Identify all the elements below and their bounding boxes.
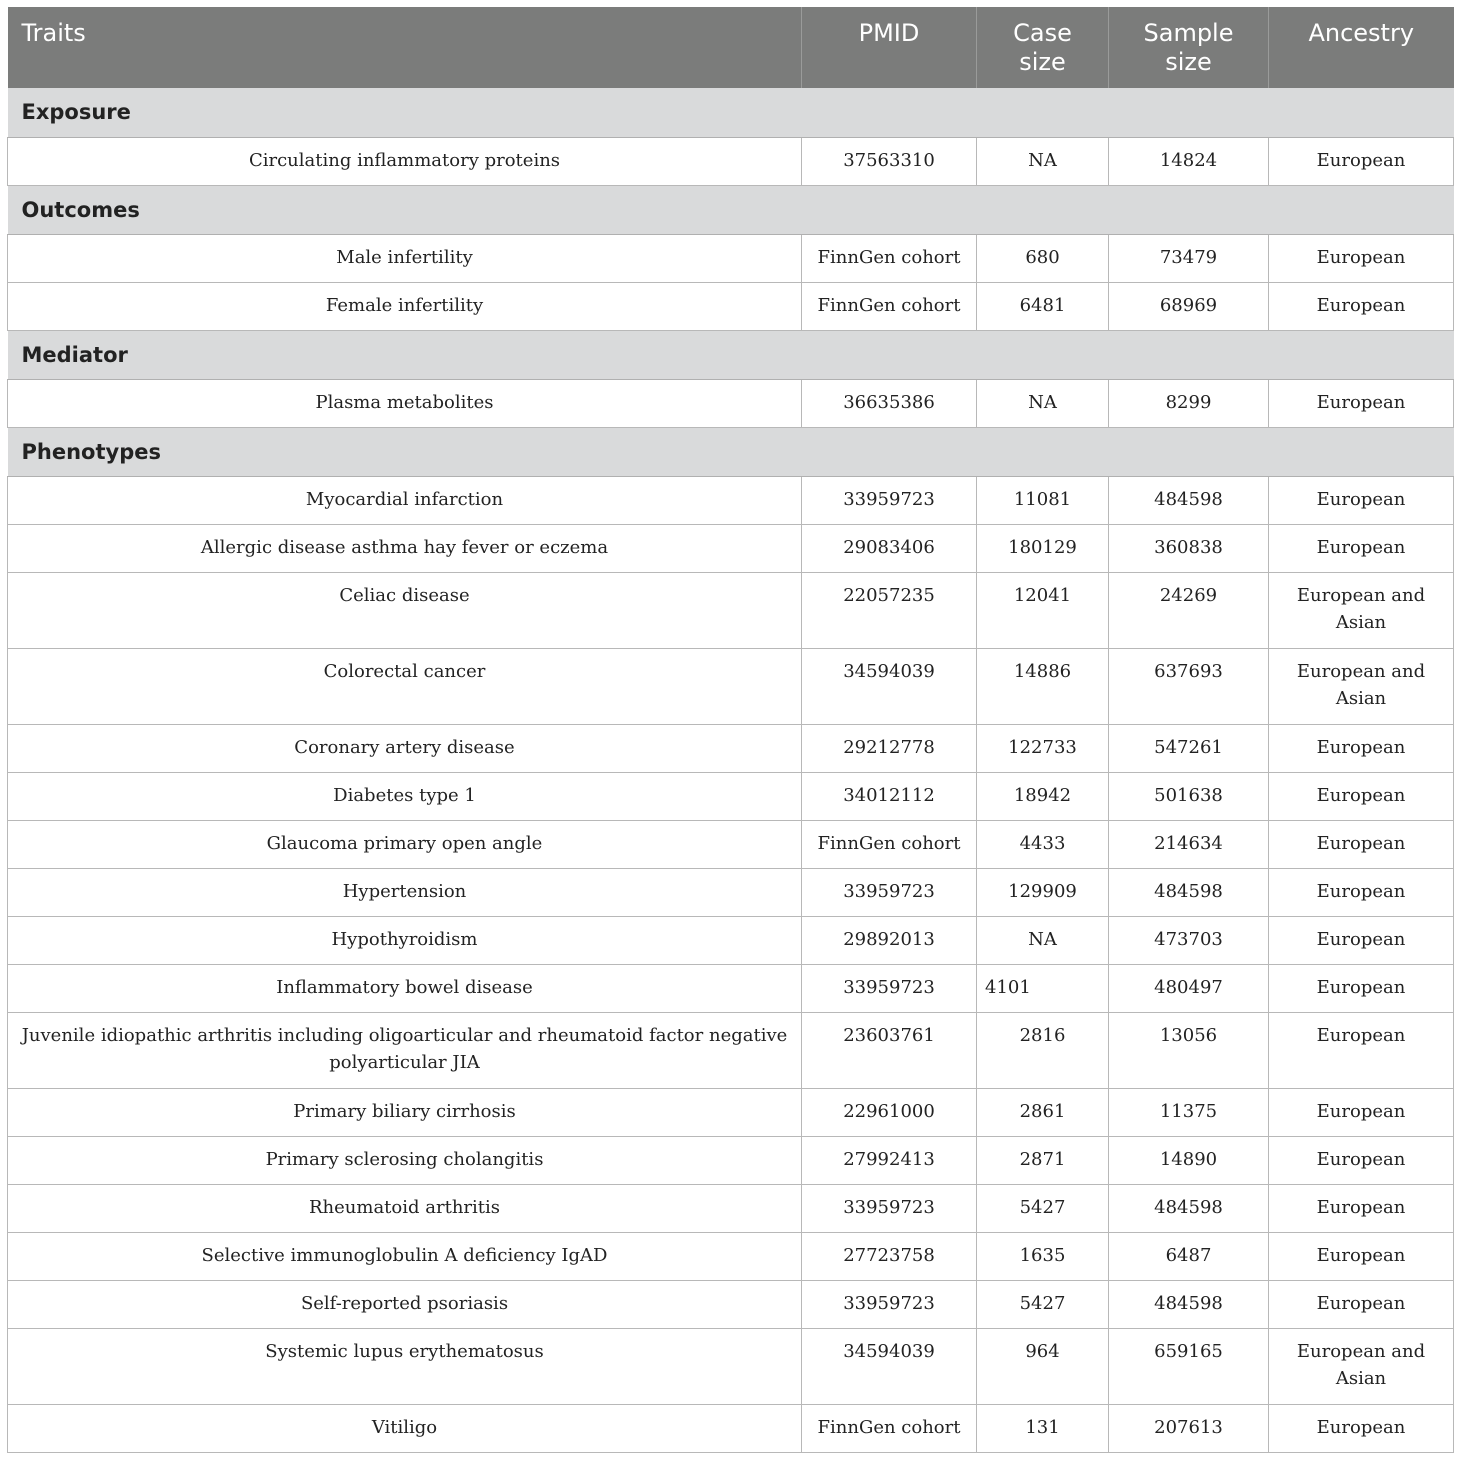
cell-sample-size: 207613	[1109, 1404, 1269, 1452]
cell-pmid: 29083406	[802, 524, 977, 572]
cell-trait: Primary biliary cirrhosis	[8, 1088, 802, 1136]
cell-ancestry: European	[1269, 1136, 1454, 1184]
cell-trait: Selective immunoglobulin A deficiency IgAD	[8, 1232, 802, 1280]
cell-trait: Systemic lupus erythematosus	[8, 1328, 802, 1404]
cell-ancestry: European	[1269, 476, 1454, 524]
cell-sample-size: 8299	[1109, 379, 1269, 427]
cell-trait: Inflammatory bowel disease	[8, 964, 802, 1012]
table-row	[8, 1232, 1454, 1280]
cell-pmid: 34594039	[802, 1328, 977, 1404]
table-row	[8, 1136, 1454, 1184]
cell-sample-size: 360838	[1109, 524, 1269, 572]
cell-case-size: 5427	[977, 1280, 1109, 1328]
table-row	[8, 234, 1454, 282]
table-row	[8, 772, 1454, 820]
cell-pmid: 33959723	[802, 1280, 977, 1328]
cell-case-size: 1635	[977, 1232, 1109, 1280]
cell-pmid: 33959723	[802, 1184, 977, 1232]
cell-ancestry: European	[1269, 1280, 1454, 1328]
cell-ancestry: European	[1269, 137, 1454, 185]
header-row	[8, 7, 1454, 88]
section-row	[8, 330, 1454, 379]
cell-sample-size: 24269	[1109, 572, 1269, 648]
cell-case-size: 2861	[977, 1088, 1109, 1136]
table-row	[8, 964, 1454, 1012]
cell-trait: Celiac disease	[8, 572, 802, 648]
col-header-sample-size: Sample size	[1109, 7, 1269, 88]
table-row	[8, 572, 1454, 648]
cell-sample-size: 659165	[1109, 1328, 1269, 1404]
cell-sample-size: 68969	[1109, 282, 1269, 330]
table-row	[8, 1328, 1454, 1404]
cell-ancestry: European	[1269, 1404, 1454, 1452]
cell-ancestry: European	[1269, 524, 1454, 572]
cell-pmid: FinnGen cohort	[802, 282, 977, 330]
cell-pmid: 36635386	[802, 379, 977, 427]
cell-sample-size: 14824	[1109, 137, 1269, 185]
cell-trait: Primary sclerosing cholangitis	[8, 1136, 802, 1184]
col-header-ancestry: Ancestry	[1269, 7, 1454, 88]
cell-ancestry: European	[1269, 234, 1454, 282]
cell-trait: Coronary artery disease	[8, 724, 802, 772]
cell-case-size: 18942	[977, 772, 1109, 820]
cell-pmid: 22057235	[802, 572, 977, 648]
cell-pmid: 27723758	[802, 1232, 977, 1280]
table-row	[8, 1012, 1454, 1088]
cell-pmid: 29212778	[802, 724, 977, 772]
cell-case-size: 2871	[977, 1136, 1109, 1184]
table-body	[8, 88, 1454, 1452]
section-row	[8, 88, 1454, 137]
cell-sample-size: 484598	[1109, 476, 1269, 524]
cell-pmid: FinnGen cohort	[802, 820, 977, 868]
cell-ancestry: European	[1269, 868, 1454, 916]
cell-ancestry: European	[1269, 379, 1454, 427]
traits-table	[7, 7, 1454, 1453]
table-header	[8, 7, 1454, 88]
cell-trait: Juvenile idiopathic arthritis including oligoarticular and rheumatoid factor negative polyarticular JIA	[8, 1012, 802, 1088]
section-row	[8, 427, 1454, 476]
cell-trait: Hypothyroidism	[8, 916, 802, 964]
cell-case-size: 129909	[977, 868, 1109, 916]
col-header-traits: Traits	[8, 7, 802, 88]
cell-trait: Myocardial infarction	[8, 476, 802, 524]
cell-ancestry: European	[1269, 1232, 1454, 1280]
cell-sample-size: 547261	[1109, 724, 1269, 772]
cell-pmid: 34012112	[802, 772, 977, 820]
cell-case-size: 11081	[977, 476, 1109, 524]
table-row	[8, 648, 1454, 724]
table-row	[8, 476, 1454, 524]
cell-sample-size: 13056	[1109, 1012, 1269, 1088]
cell-ancestry: European	[1269, 772, 1454, 820]
cell-ancestry: European	[1269, 916, 1454, 964]
cell-pmid: 33959723	[802, 476, 977, 524]
cell-case-size: 5427	[977, 1184, 1109, 1232]
cell-case-size: 180129	[977, 524, 1109, 572]
cell-sample-size: 484598	[1109, 1280, 1269, 1328]
cell-case-size: 6481	[977, 282, 1109, 330]
cell-ancestry: European	[1269, 1012, 1454, 1088]
table-row	[8, 1088, 1454, 1136]
cell-sample-size: 214634	[1109, 820, 1269, 868]
cell-sample-size: 473703	[1109, 916, 1269, 964]
cell-trait: Diabetes type 1	[8, 772, 802, 820]
cell-case-size: 14886	[977, 648, 1109, 724]
section-title: Exposure	[8, 88, 1454, 137]
cell-ancestry: European	[1269, 1184, 1454, 1232]
cell-sample-size: 637693	[1109, 648, 1269, 724]
cell-pmid: 29892013	[802, 916, 977, 964]
cell-sample-size: 6487	[1109, 1232, 1269, 1280]
cell-case-size: 680	[977, 234, 1109, 282]
cell-case-size: 4433	[977, 820, 1109, 868]
section-title: Mediator	[8, 330, 1454, 379]
section-title: Outcomes	[8, 185, 1454, 234]
cell-pmid: 34594039	[802, 648, 977, 724]
cell-pmid: 23603761	[802, 1012, 977, 1088]
table-row	[8, 868, 1454, 916]
cell-ancestry: European	[1269, 282, 1454, 330]
cell-trait: Self-reported psoriasis	[8, 1280, 802, 1328]
cell-pmid: FinnGen cohort	[802, 234, 977, 282]
table-row	[8, 820, 1454, 868]
cell-ancestry: European and Asian	[1269, 1328, 1454, 1404]
cell-pmid: 33959723	[802, 964, 977, 1012]
cell-case-size: 12041	[977, 572, 1109, 648]
cell-pmid: 27992413	[802, 1136, 977, 1184]
cell-pmid: 33959723	[802, 868, 977, 916]
col-header-case-size: Case size	[977, 7, 1109, 88]
cell-ancestry: European	[1269, 820, 1454, 868]
cell-case-size: 122733	[977, 724, 1109, 772]
cell-trait: Female infertility	[8, 282, 802, 330]
cell-trait: Plasma metabolites	[8, 379, 802, 427]
cell-case-size: 2816	[977, 1012, 1109, 1088]
cell-sample-size: 480497	[1109, 964, 1269, 1012]
cell-trait: Rheumatoid arthritis	[8, 1184, 802, 1232]
table-row	[8, 1404, 1454, 1452]
cell-pmid: FinnGen cohort	[802, 1404, 977, 1452]
cell-sample-size: 501638	[1109, 772, 1269, 820]
cell-trait: Allergic disease asthma hay fever or eczema	[8, 524, 802, 572]
table-row	[8, 524, 1454, 572]
cell-ancestry: European	[1269, 724, 1454, 772]
cell-trait: Male infertility	[8, 234, 802, 282]
cell-ancestry: European and Asian	[1269, 648, 1454, 724]
table-row	[8, 282, 1454, 330]
section-title: Phenotypes	[8, 427, 1454, 476]
cell-sample-size: 11375	[1109, 1088, 1269, 1136]
cell-pmid: 37563310	[802, 137, 977, 185]
table-row	[8, 137, 1454, 185]
cell-ancestry: European	[1269, 1088, 1454, 1136]
cell-trait: Vitiligo	[8, 1404, 802, 1452]
table-row	[8, 379, 1454, 427]
cell-ancestry: European	[1269, 964, 1454, 1012]
table-row	[8, 1184, 1454, 1232]
cell-case-size: 964	[977, 1328, 1109, 1404]
cell-pmid: 22961000	[802, 1088, 977, 1136]
col-header-pmid: PMID	[802, 7, 977, 88]
cell-case-size: 131	[977, 1404, 1109, 1452]
table-row	[8, 724, 1454, 772]
section-row	[8, 185, 1454, 234]
cell-trait: Colorectal cancer	[8, 648, 802, 724]
cell-sample-size: 14890	[1109, 1136, 1269, 1184]
cell-ancestry: European and Asian	[1269, 572, 1454, 648]
cell-trait: Glaucoma primary open angle	[8, 820, 802, 868]
cell-case-size: 4101	[977, 964, 1109, 1012]
table-row	[8, 916, 1454, 964]
table-row	[8, 1280, 1454, 1328]
cell-sample-size: 484598	[1109, 1184, 1269, 1232]
cell-trait: Hypertension	[8, 868, 802, 916]
cell-trait: Circulating inflammatory proteins	[8, 137, 802, 185]
cell-case-size: NA	[977, 916, 1109, 964]
cell-case-size: NA	[977, 379, 1109, 427]
cell-case-size: NA	[977, 137, 1109, 185]
cell-sample-size: 484598	[1109, 868, 1269, 916]
cell-sample-size: 73479	[1109, 234, 1269, 282]
